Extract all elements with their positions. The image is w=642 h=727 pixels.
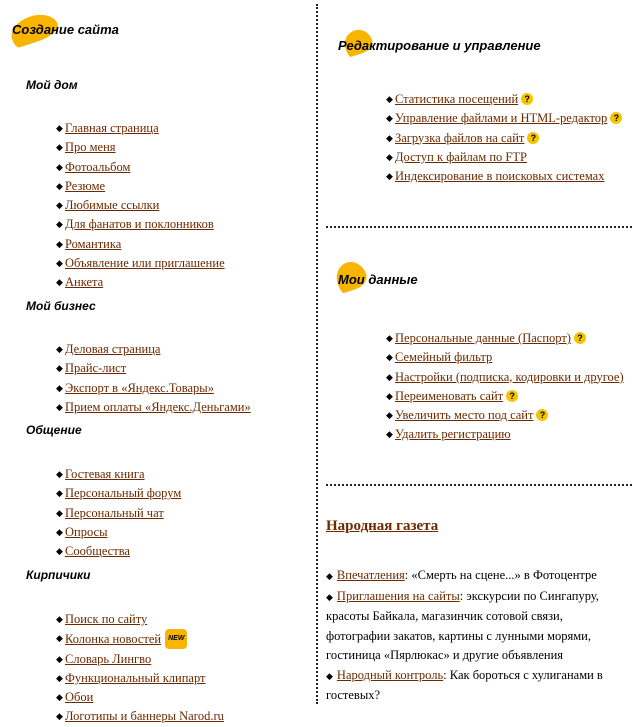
diamond-bullet-icon: ◆ (56, 614, 63, 624)
diamond-bullet-icon: ◆ (386, 410, 393, 421)
gazeta-news (326, 566, 626, 706)
list-item (8, 484, 308, 503)
list-item (8, 119, 308, 138)
nav-link[interactable]: Персональный форум (65, 486, 182, 501)
diamond-bullet-icon: ◆ (56, 526, 63, 537)
diamond-bullet-icon: ◆ (56, 123, 63, 133)
help-icon[interactable]: ? (521, 93, 533, 105)
list-item (8, 177, 308, 196)
diamond-bullet-icon: ◆ (56, 546, 63, 557)
nav-link[interactable]: Статистика посещений (395, 92, 519, 106)
diamond-bullet-icon: ◆ (386, 171, 393, 182)
diamond-bullet-icon: ◆ (386, 390, 393, 401)
nav-link[interactable]: Загрузка файлов на сайт (395, 130, 525, 145)
list-item (326, 329, 636, 348)
nav-link[interactable]: Любимые ссылки (65, 198, 160, 213)
nav-link[interactable]: Удалить регистрацию (395, 427, 511, 442)
nav-link[interactable]: Для фанатов и поклонников (65, 217, 214, 232)
diamond-bullet-icon: ◆ (56, 161, 63, 172)
nav-link[interactable]: Поиск по сайту (65, 612, 148, 626)
news-text: : «Смерть на сцене...» в Фотоцентре (404, 568, 597, 582)
help-icon[interactable]: ? (506, 390, 518, 402)
my-data-header (334, 268, 424, 291)
news-link[interactable]: Впечатления (336, 568, 405, 582)
list-item (8, 504, 308, 523)
section-list (8, 610, 308, 727)
nav-link[interactable]: Семейный фильтр (395, 350, 493, 365)
list-item (8, 254, 308, 273)
nav-link[interactable]: Романтика (65, 236, 122, 251)
list-item (326, 387, 636, 406)
diamond-bullet-icon: ◆ (386, 333, 393, 343)
diamond-bullet-icon: ◆ (326, 591, 333, 602)
list-item (8, 707, 308, 726)
list-item (326, 368, 636, 387)
nav-link[interactable]: Индексирование в поисковых системах (395, 169, 605, 184)
diamond-bullet-icon: ◆ (386, 94, 393, 104)
news-link[interactable]: Народный контроль (336, 667, 444, 682)
edit-list (326, 90, 636, 186)
list-item (8, 235, 308, 254)
nav-link[interactable]: Прайс-лист (65, 361, 127, 376)
diamond-bullet-icon: ◆ (386, 429, 393, 440)
news-text: : экскурсии по Сингапуру, красоты Байкала, магазинчик сотовой связи, фотографии закатов, картины с лунными морями, гостиница «Пярлюкас» и другие объявления (326, 588, 599, 662)
list-item (326, 90, 636, 109)
list-item (8, 158, 308, 177)
nav-link[interactable]: Переименовать сайт (395, 388, 504, 403)
list-item (8, 359, 308, 378)
diamond-bullet-icon: ◆ (56, 633, 63, 644)
list-item (326, 129, 636, 148)
list-item (326, 425, 636, 444)
help-icon[interactable]: ? (527, 132, 539, 144)
my-data-title: Мои данные (338, 272, 418, 287)
nav-link[interactable]: Прием оплаты «Яндекс.Деньгами» (65, 399, 251, 414)
section-list (8, 119, 308, 293)
nav-link[interactable]: Доступ к файлам по FTP (395, 149, 527, 164)
nav-link[interactable]: Управление файлами и HTML-редактор (395, 111, 608, 126)
nav-link[interactable]: Словарь Лингво (65, 651, 152, 666)
section-list (8, 465, 308, 561)
help-icon[interactable]: ? (536, 409, 548, 421)
list-item (8, 138, 308, 157)
help-icon[interactable]: ? (574, 332, 586, 344)
section-list (8, 340, 308, 417)
site-creation-title: Создание сайта (12, 22, 119, 37)
diamond-bullet-icon: ◆ (386, 352, 393, 363)
nav-link[interactable]: Опросы (65, 524, 108, 539)
list-item (8, 542, 308, 561)
list-item (326, 348, 636, 367)
list-item (8, 340, 308, 359)
nav-link[interactable]: Деловая страница (65, 342, 161, 356)
diamond-bullet-icon: ◆ (56, 711, 63, 722)
nav-link[interactable]: Сообщества (65, 544, 130, 559)
nav-link[interactable]: Функциональный клипарт (65, 670, 206, 685)
section-title: Мой бизнес (26, 299, 96, 313)
diamond-bullet-icon: ◆ (56, 382, 63, 393)
nav-link[interactable]: Гостевая книга (65, 467, 145, 481)
diamond-bullet-icon: ◆ (56, 363, 63, 374)
site-creation-column (8, 18, 308, 724)
nav-link[interactable]: Главная страница (65, 121, 159, 135)
help-icon[interactable]: ? (610, 112, 622, 124)
news-item (326, 587, 626, 666)
diamond-bullet-icon: ◆ (386, 113, 393, 124)
diamond-bullet-icon: ◆ (56, 692, 63, 703)
diamond-bullet-icon: ◆ (56, 219, 63, 230)
diamond-bullet-icon: ◆ (56, 344, 63, 354)
diamond-bullet-icon: ◆ (56, 258, 63, 269)
diamond-bullet-icon: ◆ (56, 469, 63, 479)
list-item (8, 215, 308, 234)
news-item (326, 566, 626, 587)
list-item (8, 196, 308, 215)
diamond-bullet-icon: ◆ (56, 507, 63, 518)
diamond-bullet-icon: ◆ (56, 401, 63, 412)
edit-title: Редактирование и управление (338, 38, 541, 53)
list-item (8, 273, 308, 292)
news-link[interactable]: Приглашения на сайты (336, 588, 460, 603)
horizontal-divider (326, 484, 632, 486)
list-item (8, 465, 308, 484)
section-title: Мой дом (26, 78, 78, 92)
nav-link[interactable]: Персональные данные (Паспорт) (395, 331, 571, 345)
diamond-bullet-icon: ◆ (56, 277, 63, 288)
list-item (326, 148, 636, 167)
diamond-bullet-icon: ◆ (56, 653, 63, 664)
list-item (8, 523, 308, 542)
news-item (326, 666, 626, 706)
new-badge: NEW (165, 629, 187, 648)
my-data-list (326, 329, 636, 445)
news-text: : Как бороться с хулиганами в гостевых? (326, 667, 603, 702)
nav-link[interactable]: Экспорт в «Яндекс.Товары» (65, 380, 214, 395)
nav-link[interactable]: Логотипы и баннеры Narod.ru (65, 709, 224, 724)
nav-link[interactable]: Колонка новостей (65, 632, 162, 647)
diamond-bullet-icon: ◆ (386, 371, 393, 382)
diamond-bullet-icon: ◆ (326, 571, 333, 581)
list-item (8, 629, 308, 649)
horizontal-divider (326, 226, 632, 228)
list-item (8, 688, 308, 707)
list-item (8, 610, 308, 629)
diamond-bullet-icon: ◆ (56, 200, 63, 211)
nav-link[interactable]: Обои (65, 690, 94, 705)
list-item (326, 109, 636, 128)
diamond-bullet-icon: ◆ (56, 180, 63, 191)
list-item (8, 379, 308, 398)
nav-link[interactable]: Резюме (65, 178, 106, 193)
diamond-bullet-icon: ◆ (56, 488, 63, 499)
site-creation-header (8, 18, 125, 41)
list-item (326, 406, 636, 425)
section-title: Кирпичики (26, 568, 91, 582)
nav-link[interactable]: Объявление или приглашение (65, 256, 225, 271)
gazeta-title[interactable]: Народная газета (326, 518, 439, 534)
nav-link[interactable]: Фотоальбом (65, 159, 131, 174)
diamond-bullet-icon: ◆ (326, 670, 333, 681)
section-title: Общение (26, 423, 82, 437)
list-item (326, 167, 636, 186)
nav-link[interactable]: Анкета (65, 275, 104, 290)
list-item (8, 650, 308, 669)
diamond-bullet-icon: ◆ (386, 151, 393, 162)
list-item (8, 669, 308, 688)
diamond-bullet-icon: ◆ (56, 142, 63, 153)
nav-link[interactable]: Про меня (65, 140, 116, 155)
nav-link[interactable]: Настройки (подписка, кодировки и другое) (395, 369, 624, 384)
nav-link[interactable]: Увеличить место под сайт (395, 408, 534, 423)
diamond-bullet-icon: ◆ (386, 132, 393, 143)
edit-header (334, 34, 547, 57)
nav-link[interactable]: Персональный чат (65, 505, 164, 520)
list-item (8, 398, 308, 417)
diamond-bullet-icon: ◆ (56, 238, 63, 249)
vertical-divider (316, 4, 318, 704)
diamond-bullet-icon: ◆ (56, 672, 63, 683)
